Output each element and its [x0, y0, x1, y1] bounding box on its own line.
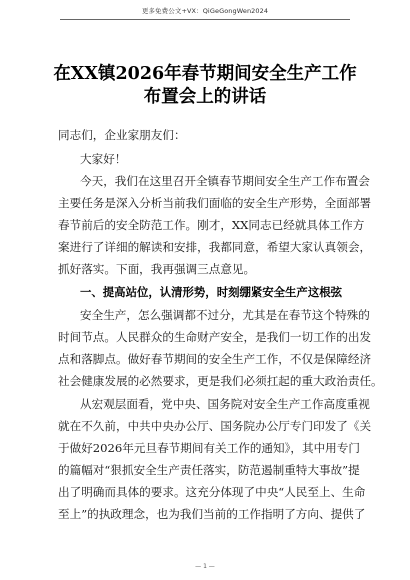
paragraph-2-line-4: 社会健康发展的必然要求，更是我们必须扛起的重大政治责任。 [58, 374, 383, 388]
salutation: 同志们，企业家朋友们： [58, 128, 186, 142]
paragraph-2-line-2: 时间节点。人民群众的生命财产安全，是我们一切工作的出发 [58, 330, 372, 344]
greeting: 大家好！ [80, 152, 127, 166]
header-divider [60, 19, 350, 20]
paragraph-3-line-3: 于做好2026年元旦春节期间有关工作的通知》，其中用专门 [58, 441, 360, 455]
paragraph-2-line-3: 点和落脚点。做好春节期间的安全生产工作，不仅是保障经济 [58, 352, 372, 366]
page-number: — 1 — [195, 563, 215, 570]
paragraph-3-line-1: 从宏观层面看，党中央、国务院对安全生产工作高度重视 [80, 397, 370, 411]
section-heading-1: 一、提高站位，认清形势，时刻绷紧安全生产这根弦 [80, 285, 342, 299]
paragraph-3-line-2: 就在不久前，中共中央办公厅、国务院办公厅专门印发了《关 [58, 419, 372, 433]
paragraph-3-line-6: 至上”的执政理念，也为我们当前的工作指明了方向、提供了 [58, 507, 366, 521]
paragraph-2-line-1: 安全生产，怎么强调都不过分，尤其是在春节这个特殊的 [80, 308, 370, 322]
paragraph-3-line-5: 出了明确而具体的要求。这充分体现了中央“人民至上、生命 [58, 485, 366, 499]
paragraph-1-line-2: 主要任务是深入分析当前我们面临的安全生产形势，全面部署 [58, 196, 372, 210]
document-title-line-1: 在XX镇2026年春节期间安全生产工作 [53, 64, 357, 84]
paragraph-1-line-1: 今天，我们在这里召开全镇春节期间安全生产工作布置会 [80, 174, 370, 188]
document-title-line-2: 布置会上的讲话 [143, 87, 267, 107]
header-note: 更多免费公文+VX：QiGeGongWen2024 [141, 7, 269, 15]
paragraph-1-line-3: 春节前后的安全防范工作。刚才，XX同志已经就具体工作方 [58, 218, 365, 232]
paragraph-3-line-4: 的篇幅对“狠抓安全生产责任落实，防范遏制重特大事故”提 [58, 463, 360, 477]
paragraph-1-line-4: 案进行了详细的解读和安排，我都同意，希望大家认真领会， [58, 240, 372, 254]
paragraph-1-line-5: 抓好落实。下面，我再强调三点意见。 [58, 262, 256, 276]
